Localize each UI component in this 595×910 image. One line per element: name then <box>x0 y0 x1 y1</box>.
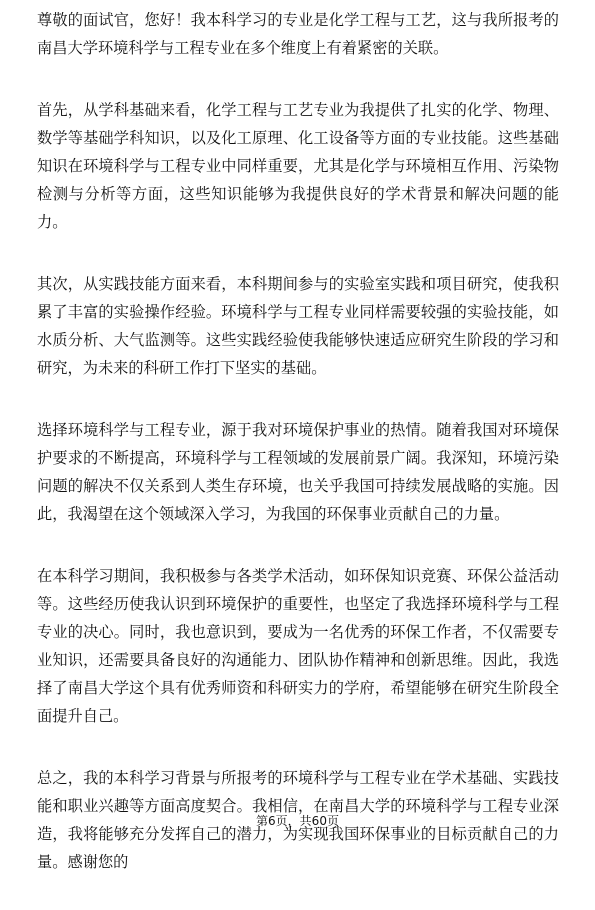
paragraph-academic-foundation: 首先，从学科基础来看，化学工程与工艺专业为我提供了扎实的化学、物理、数学等基础学科知识，以及化工原理、化工设备等方面的专业技能。这些基础知识在环境科学与工程专业中同样重要，尤其是化学与环境相互作用、污染物检测与分析等方面，这些知识能够为我提供良好的学术背景和解决问题的能力。 <box>37 101 559 231</box>
page-number: 第6页，共60页 <box>256 814 339 828</box>
paragraph-activities: 在本科学习期间，我积极参与各类学术活动，如环保知识竞赛、环保公益活动等。这些经历使我认识到环境保护的重要性，也坚定了我选择环境科学与工程专业的决心。同时，我也意识到，要成为一名优秀的环保工作者，不仅需要专业知识，还需要具备良好的沟通能力、团队协作精神和创新思维。因此，我选择了南昌大学这个具有优秀师资和科研实力的学府，希望能够在研究生阶段全面提升自己。 <box>37 567 559 725</box>
paragraph-greeting: 尊敬的面试官，您好！我本科学习的专业是化学工程与工艺，这与我所报考的南昌大学环境科学与工程专业在多个维度上有着紧密的关联。 <box>37 11 559 57</box>
paragraph-practical-skills: 其次，从实践技能方面来看，本科期间参与的实验室实践和项目研究，使我积累了丰富的实验操作经验。环境科学与工程专业同样需要较强的实验技能，如水质分析、大气监测等。这些实践经验使我能够快速适应研究生阶段的学习和研究，为未来的科研工作打下坚实的基础。 <box>37 275 559 377</box>
document-body <box>37 6 559 910</box>
paragraph-conclusion: 总之，我的本科学习背景与所报考的环境科学与工程专业在学术基础、实践技能和职业兴趣等方面高度契合。我相信，在南昌大学的环境科学与工程专业深造，我将能够充分发挥自己的潜力，为实现我国环保事业的目标贡献自己的力量。感谢您的 <box>37 769 559 871</box>
paragraph-motivation: 选择环境科学与工程专业，源于我对环境保护事业的热情。随着我国对环境保护要求的不断提高，环境科学与工程领域的发展前景广阔。我深知，环境污染问题的解决不仅关系到人类生存环境，也关乎我国可持续发展战略的实施。因此，我渴望在这个领域深入学习，为我国的环保事业贡献自己的力量。 <box>37 421 559 523</box>
